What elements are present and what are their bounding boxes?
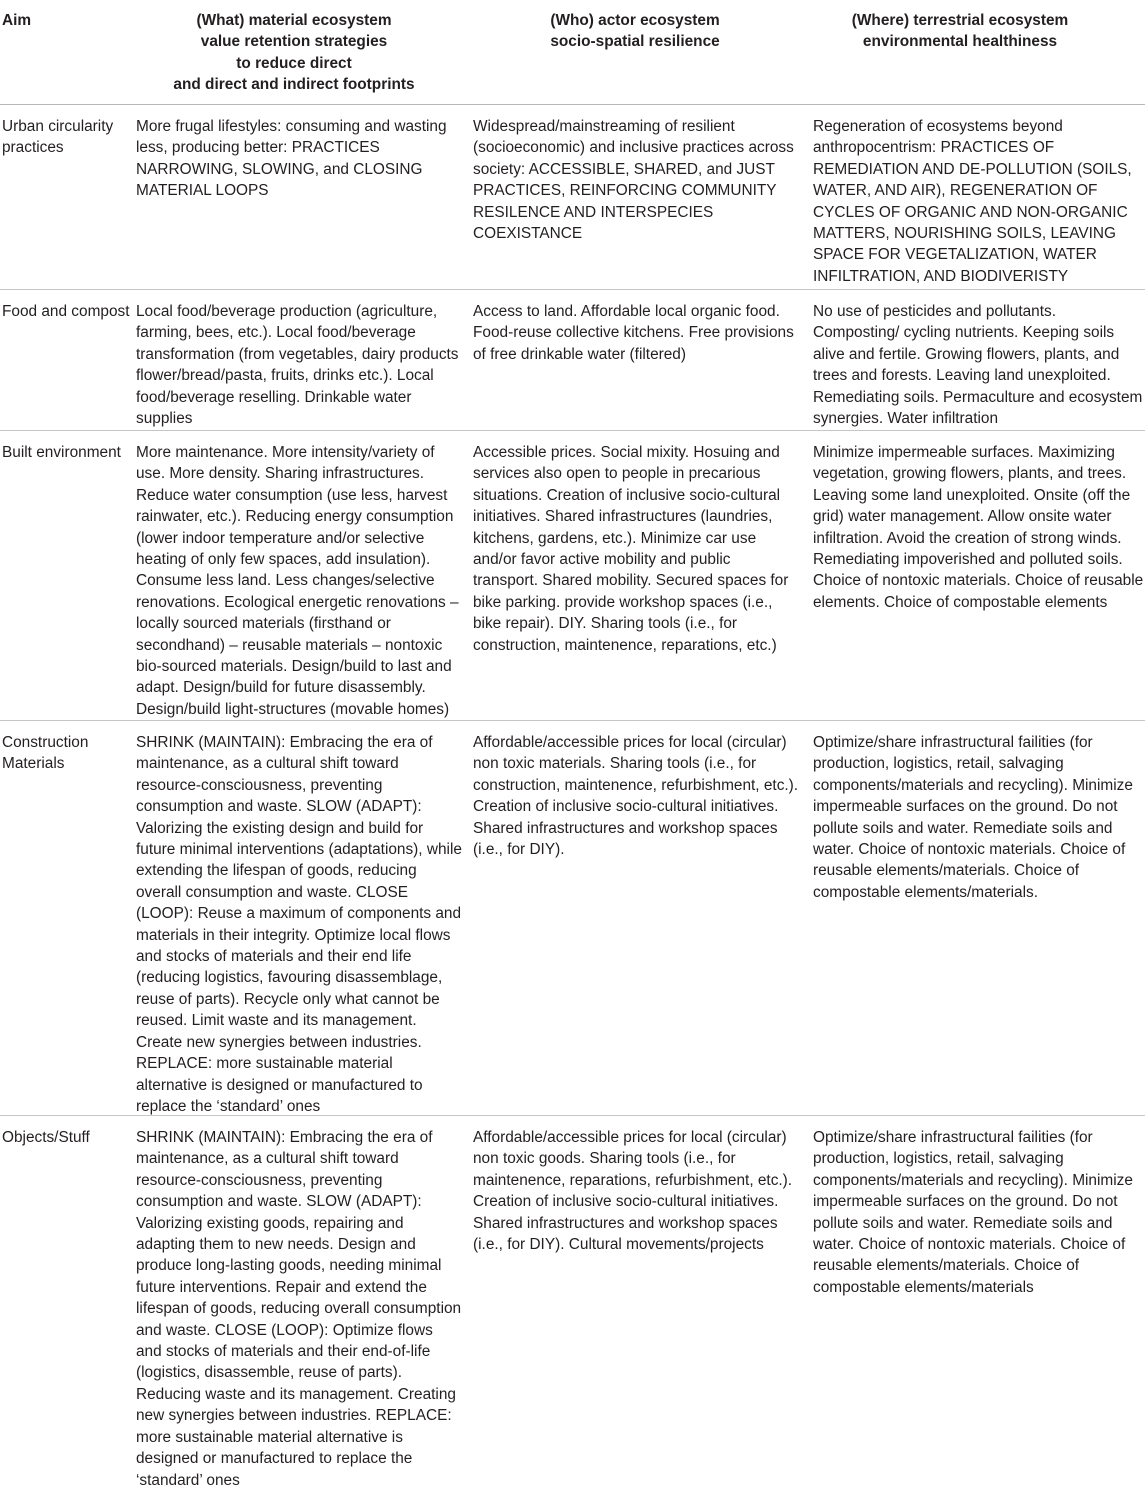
row-where: No use of pesticides and pollutants. Composting/ cycling nutrients. Keeping soils alive and fertile. Growing flowers, plants, and trees and forests. Leaving land unexploited. Remediating soils. Permaculture and ecosystem synergies. Water infiltration [813,303,1143,428]
row-who: Accessible prices. Social mixity. Hosuing and services also open to people in precarious situations. Creation of inclusive socio-cultural initiatives. Shared infrastructures (laundries, kitchens, gardens, etc.). Minimize car use and/or favor active mobility and public transport. Shared mobility. Secured spaces for bike parking. provide workshop spaces (i.e., bike repair). DIY. Sharing tools (i.e., for construction, maintenence, reparations, etc.) [473,444,789,654]
row-who: Access to land. Affordable local organic food. Food-reuse collective kitchens. Free provisions of free drinkable water (filtered) [473,303,794,363]
row-what: SHRINK (MAINTAIN): Embracing the era of maintenance, as a cultural shift toward resource-consciousness, preventing consumption and waste. SLOW (ADAPT): Valorizing the existing design and build for future minimal interventions (adaptations), while extending the lifespan of goods, reducing overall consumption and waste. CLOSE (LOOP): Reuse a maximum of components and materials in their integrity. Optimize local flows and stocks of materials and their end life (reducing logistics, favouring disassemblage, reuse of parts). Recycle only what cannot be reused. Limit waste and its management. Create new synergies between industries. REPLACE: more sustainable material alternative is designed or manufactured to replace the ‘standard’ ones [136,734,462,1115]
row-who: Widespread/mainstreaming of resilient (socioeconomic) and inclusive practices across society: ACCESSIBLE, SHARED, and JUST PRACTICES, REINFORCING COMMUNITY RESILENCE AND INTERSPECIES COEXISTANCE [473,118,794,243]
table-row [0,105,1145,290]
row-what: Local food/beverage production (agriculture, farming, bees, etc.). Local food/beverage transformation (from vegetables, dairy products flower/bread/pasta, fruits, drinks etc.). Local food/beverage reselling. Drinkable water supplies [136,303,459,428]
row-what: More maintenance. More intensity/variety of use. More density. Sharing infrastructures. Reduce water consumption (use less, harvest rainwater, etc.). Reducing energy consumption (lower indoor temperature and/or selective heating of only few spaces, add insulation). Consume less land. Less changes/selective renovations. Ecological energetic renovations – locally sourced materials (firsthand or secondhand) – reusable materials – nontoxic bio-sourced materials. Design/build to last and adapt. Design/build for future disassembly. Design/build light-structures (movable homes) [136,444,459,718]
table-header [0,0,1145,105]
table-row [0,431,1145,721]
row-aim: Built environment [2,444,121,461]
header-where: (Where) terrestrial ecosystem environmental healthiness [851,12,1069,51]
row-who: Affordable/accessible prices for local (circular) non toxic materials. Sharing tools (i.e., for construction, maintenence, refurbishment, etc.). Creation of inclusive socio-cultural initiatives. Shared infrastructures and workshop spaces (i.e., for DIY). [473,734,799,859]
row-what: SHRINK (MAINTAIN): Embracing the era of maintenance, as a cultural shift toward resource-consciousness, preventing consumption and waste. SLOW (ADAPT): Valorizing existing goods, repairing and adapting them to new needs. Design and produce long-lasting goods, needing minimal future interventions. Repair and extend the lifespan of goods, reducing overall consumption and waste. CLOSE (LOOP): Optimize flows and stocks of materials and their end-of-life (logistics, disassemble, reuse of parts). Reducing waste and its management. Creating new synergies between industries. REPLACE: more sustainable material alternative is designed or manufactured to replace the ‘standard’ ones [136,1129,462,1489]
row-where: Minimize impermeable surfaces. Maximizing vegetation, growing flowers, plants, and trees. Leaving some land unexploited. Onsite (off the grid) water management. Allow onsite water infiltration. Avoid the creation of strong winds. Remediating impoverished and polluted soils. Choice of nontoxic materials. Choice of reusable elements. Choice of compostable elements [813,444,1144,611]
row-who: Affordable/accessible prices for local (circular) non toxic goods. Sharing tools (i.e., for maintenence, reparations, refurbishment, etc.). Creation of inclusive socio-cultural initiatives. Shared infrastructures and workshop spaces (i.e., for DIY). Cultural movements/projects [473,1129,793,1254]
row-aim: Urban circularity practices [2,118,114,157]
row-what: More frugal lifestyles: consuming and wasting less, producing better: PRACTICES NARROWING, SLOWING, and CLOSING MATERIAL LOOPS [136,118,447,200]
row-aim: Construction Materials [2,734,89,773]
header-aim: Aim [2,12,32,29]
table-row [0,721,1145,1116]
row-aim: Food and compost [2,303,130,320]
row-where: Optimize/share infrastructural failities (for production, logistics, retail, salvaging components/materials and recycling). Minimize impermeable surfaces on the ground. Do not pollute soils and water. Remediate soils and water. Choice of nontoxic materials. Choice of reusable elements/materials. Choice of compostable elements/materials [813,1129,1133,1296]
table-row [0,1116,1145,1489]
row-aim: Objects/Stuff [2,1129,90,1146]
row-where: Regeneration of ecosystems beyond anthropocentrism: PRACTICES OF REMEDIATION AND DE-POLLUTION (SOILS, WATER, AND AIR), REGENERATION OF CYCLES OF ORGANIC AND NON-ORGANIC MATTERS, NOURISHING SOILS, LEAVING SPACE FOR VEGETALIZATION, WATER INFILTRATION, AND BIODIVERISTY [813,118,1132,285]
row-where: Optimize/share infrastructural failities (for production, logistics, retail, salvaging components/materials and recycling). Minimize impermeable surfaces on the ground. Do not pollute soils and water. Remediate soils and water. Choice of nontoxic materials. Choice of reusable elements/materials. Choice of compostable elements/materials. [813,734,1133,901]
header-what: (What) material ecosystem value retention strategies to reduce direct and direct and indirect footprints [173,12,415,94]
header-who: (Who) actor ecosystem socio-spatial resilience [550,12,720,51]
table-row [0,290,1145,431]
